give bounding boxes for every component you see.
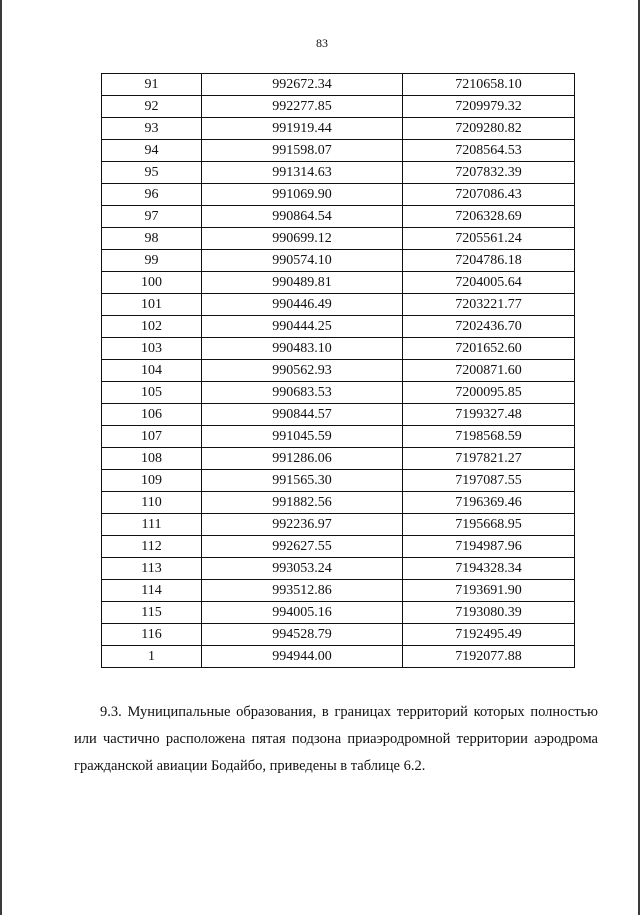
x-coordinate-cell: 990483.10 [202, 338, 403, 360]
table-row [102, 580, 575, 602]
x-coordinate-cell: 990574.10 [202, 250, 403, 272]
y-coordinate-cell: 7199327.48 [403, 404, 575, 426]
paragraph-line: или частично расположена пятая подзона приаэродромной территории аэродрома [74, 731, 598, 747]
y-coordinate-cell: 7192495.49 [403, 624, 575, 646]
x-coordinate-cell: 990489.81 [202, 272, 403, 294]
table-row [102, 602, 575, 624]
x-coordinate-cell: 991882.56 [202, 492, 403, 514]
table-row [102, 514, 575, 536]
y-coordinate-cell: 7209280.82 [403, 118, 575, 140]
x-coordinate-cell: 993053.24 [202, 558, 403, 580]
x-coordinate-cell: 991045.59 [202, 426, 403, 448]
table-row [102, 316, 575, 338]
y-coordinate-cell: 7207832.39 [403, 162, 575, 184]
y-coordinate-cell: 7210658.10 [403, 74, 575, 96]
point-number-cell: 102 [102, 316, 202, 338]
point-number-cell: 92 [102, 96, 202, 118]
point-number-cell: 111 [102, 514, 202, 536]
table-row [102, 338, 575, 360]
point-number-cell: 103 [102, 338, 202, 360]
page-number: 83 [316, 36, 328, 50]
point-number-cell: 100 [102, 272, 202, 294]
table-row [102, 184, 575, 206]
point-number-cell: 116 [102, 624, 202, 646]
table-row [102, 162, 575, 184]
x-coordinate-cell: 992672.34 [202, 74, 403, 96]
y-coordinate-cell: 7203221.77 [403, 294, 575, 316]
table-row [102, 536, 575, 558]
y-coordinate-cell: 7205561.24 [403, 228, 575, 250]
table-row [102, 360, 575, 382]
point-number-cell: 99 [102, 250, 202, 272]
point-number-cell: 97 [102, 206, 202, 228]
point-number-cell: 96 [102, 184, 202, 206]
x-coordinate-cell: 990864.54 [202, 206, 403, 228]
x-coordinate-cell: 990844.57 [202, 404, 403, 426]
table-row [102, 96, 575, 118]
point-number-cell: 95 [102, 162, 202, 184]
table-row [102, 404, 575, 426]
point-number-cell: 105 [102, 382, 202, 404]
y-coordinate-cell: 7207086.43 [403, 184, 575, 206]
table-row [102, 470, 575, 492]
x-coordinate-cell: 990683.53 [202, 382, 403, 404]
y-coordinate-cell: 7206328.69 [403, 206, 575, 228]
y-coordinate-cell: 7193080.39 [403, 602, 575, 624]
table-row [102, 382, 575, 404]
table-row [102, 624, 575, 646]
y-coordinate-cell: 7208564.53 [403, 140, 575, 162]
point-number-cell: 115 [102, 602, 202, 624]
point-number-cell: 106 [102, 404, 202, 426]
x-coordinate-cell: 990446.49 [202, 294, 403, 316]
point-number-cell: 107 [102, 426, 202, 448]
section-paragraph [74, 699, 598, 780]
y-coordinate-cell: 7201652.60 [403, 338, 575, 360]
x-coordinate-cell: 991598.07 [202, 140, 403, 162]
coordinates-table-body [102, 74, 575, 668]
y-coordinate-cell: 7195668.95 [403, 514, 575, 536]
x-coordinate-cell: 991286.06 [202, 448, 403, 470]
paragraph-line: гражданской авиации Бодайбо, приведены в таблице 6.2. [74, 758, 426, 774]
x-coordinate-cell: 992627.55 [202, 536, 403, 558]
x-coordinate-cell: 994944.00 [202, 646, 403, 668]
point-number-cell: 108 [102, 448, 202, 470]
y-coordinate-cell: 7200095.85 [403, 382, 575, 404]
y-coordinate-cell: 7197087.55 [403, 470, 575, 492]
x-coordinate-cell: 990444.25 [202, 316, 403, 338]
table-row [102, 558, 575, 580]
point-number-cell: 110 [102, 492, 202, 514]
table-row [102, 272, 575, 294]
table-row [102, 646, 575, 668]
point-number-cell: 113 [102, 558, 202, 580]
y-coordinate-cell: 7194328.34 [403, 558, 575, 580]
y-coordinate-cell: 7193691.90 [403, 580, 575, 602]
table-row [102, 206, 575, 228]
point-number-cell: 1 [102, 646, 202, 668]
x-coordinate-cell: 992277.85 [202, 96, 403, 118]
point-number-cell: 101 [102, 294, 202, 316]
x-coordinate-cell: 991565.30 [202, 470, 403, 492]
point-number-cell: 98 [102, 228, 202, 250]
table-row [102, 492, 575, 514]
point-number-cell: 104 [102, 360, 202, 382]
y-coordinate-cell: 7196369.46 [403, 492, 575, 514]
table-row [102, 118, 575, 140]
x-coordinate-cell: 994005.16 [202, 602, 403, 624]
table-row [102, 426, 575, 448]
x-coordinate-cell: 991314.63 [202, 162, 403, 184]
y-coordinate-cell: 7198568.59 [403, 426, 575, 448]
x-coordinate-cell: 994528.79 [202, 624, 403, 646]
table-row [102, 250, 575, 272]
x-coordinate-cell: 992236.97 [202, 514, 403, 536]
table-row [102, 228, 575, 250]
table-row [102, 140, 575, 162]
x-coordinate-cell: 991919.44 [202, 118, 403, 140]
x-coordinate-cell: 990562.93 [202, 360, 403, 382]
y-coordinate-cell: 7202436.70 [403, 316, 575, 338]
point-number-cell: 91 [102, 74, 202, 96]
coordinates-table [101, 73, 575, 668]
point-number-cell: 109 [102, 470, 202, 492]
y-coordinate-cell: 7192077.88 [403, 646, 575, 668]
y-coordinate-cell: 7204005.64 [403, 272, 575, 294]
table-row [102, 74, 575, 96]
paragraph-line: 9.3. Муниципальные образования, в границах территорий которых полностью [100, 704, 598, 720]
x-coordinate-cell: 991069.90 [202, 184, 403, 206]
y-coordinate-cell: 7197821.27 [403, 448, 575, 470]
y-coordinate-cell: 7204786.18 [403, 250, 575, 272]
table-row [102, 294, 575, 316]
x-coordinate-cell: 993512.86 [202, 580, 403, 602]
point-number-cell: 114 [102, 580, 202, 602]
table-row [102, 448, 575, 470]
y-coordinate-cell: 7200871.60 [403, 360, 575, 382]
x-coordinate-cell: 990699.12 [202, 228, 403, 250]
point-number-cell: 112 [102, 536, 202, 558]
point-number-cell: 94 [102, 140, 202, 162]
point-number-cell: 93 [102, 118, 202, 140]
y-coordinate-cell: 7194987.96 [403, 536, 575, 558]
y-coordinate-cell: 7209979.32 [403, 96, 575, 118]
